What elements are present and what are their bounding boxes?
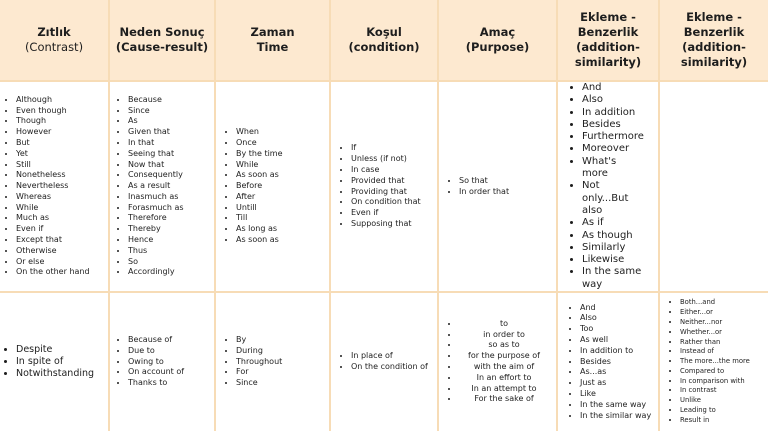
- header-time: [216, 0, 329, 80]
- list-item: • For: [236, 367, 282, 378]
- list-item: • Provided that: [351, 176, 421, 187]
- list-item: • Providing that: [351, 187, 421, 198]
- list-item: • After: [236, 192, 283, 203]
- header-title: Ekleme -: [580, 10, 636, 24]
- contrast-prepositions-cell: [0, 293, 108, 431]
- list-item: • In that: [128, 138, 184, 149]
- list-item: • In comparison with: [680, 377, 750, 387]
- list-item: • For the sake of: [459, 394, 549, 405]
- list-item: • On the other hand: [16, 267, 90, 278]
- header-subtitle: (Cause-result): [115, 40, 209, 54]
- list-item: • Not only...But also: [582, 180, 644, 217]
- list-item: • Whether...or: [680, 328, 750, 338]
- list-item: • Even if: [351, 208, 421, 219]
- list-item: • Like: [580, 389, 651, 400]
- header-subtitle: (addition-: [682, 40, 746, 54]
- list-item: • The more...the more: [680, 357, 750, 367]
- list-item: • Instead of: [680, 347, 750, 357]
- list-item: • Forasmuch as: [128, 203, 184, 214]
- list-item: • Likewise: [582, 254, 644, 266]
- list-item: • So that: [459, 176, 509, 187]
- list-item: • So: [128, 257, 184, 268]
- time-conjunctions-cell: [216, 82, 329, 291]
- header-subtitle: (Contrast): [24, 40, 84, 54]
- list-item: • Seeing that: [128, 149, 184, 160]
- header-subtitle: (addition-: [576, 40, 640, 54]
- list-item: • As though: [582, 230, 644, 242]
- column-addition-similarity-2: [660, 0, 768, 431]
- list-item: • On the condition of: [351, 362, 428, 373]
- list-item: • Both...and: [680, 298, 750, 308]
- header-addition-similarity: [558, 0, 658, 80]
- list-item: • Unlike: [680, 396, 750, 406]
- list-item: • Although: [16, 95, 90, 106]
- list-item: • Still: [16, 160, 90, 171]
- list-item: • Thus: [128, 246, 184, 257]
- list-item: • Otherwise: [16, 246, 90, 257]
- list-item: • As long as: [236, 224, 283, 235]
- header-subtitle: (condition): [348, 40, 420, 54]
- header-addition-similarity-2: [660, 0, 768, 80]
- purpose-conjunctions-list: [439, 176, 509, 198]
- time-prepositions-list: [216, 335, 282, 389]
- list-item: • Leading to: [680, 406, 750, 416]
- addition-conjunctions-list: [558, 82, 644, 291]
- condition-prepositions-cell: [331, 293, 437, 431]
- list-item: • Till: [236, 213, 283, 224]
- time-prepositions-cell: [216, 293, 329, 431]
- list-item: • Besides: [580, 357, 651, 368]
- list-item: • Much as: [16, 213, 90, 224]
- list-item: • In the same way: [582, 266, 644, 291]
- header-subtitle-line2: similarity): [574, 55, 642, 69]
- list-item: • When: [236, 127, 283, 138]
- list-item: • During: [236, 346, 282, 357]
- contrast-conjunctions-cell: [0, 82, 108, 291]
- column-purpose: [439, 0, 556, 431]
- list-item: • But: [16, 138, 90, 149]
- contrast-prepositions-list: [0, 344, 94, 381]
- list-item: • Thereby: [128, 224, 184, 235]
- list-item: • Because: [128, 95, 184, 106]
- header-purpose: [439, 0, 556, 80]
- list-item: • Untill: [236, 203, 283, 214]
- list-item: • In order that: [459, 187, 509, 198]
- header-title: Zıtlık: [37, 25, 71, 39]
- list-item: • to: [459, 319, 549, 330]
- list-item: • with the aim of: [459, 362, 549, 373]
- list-item: • so as to: [459, 340, 549, 351]
- header-subtitle: Time: [256, 40, 289, 54]
- cause-prepositions-cell: [110, 293, 214, 431]
- list-item: • Due to: [128, 346, 184, 357]
- list-item: • Even if: [16, 224, 90, 235]
- list-item: • for the purpose of: [459, 351, 549, 362]
- list-item: • Besides: [582, 119, 644, 131]
- list-item: • By: [236, 335, 282, 346]
- header-condition: [331, 0, 437, 80]
- list-item: • Also: [582, 94, 644, 106]
- list-item: • As soon as: [236, 170, 283, 181]
- header-title: Ekleme -: [686, 10, 742, 24]
- list-item: • Moreover: [582, 143, 644, 155]
- addition-conjunctions-cell: [558, 82, 658, 291]
- list-item: • Just as: [580, 378, 651, 389]
- list-item: • However: [16, 127, 90, 138]
- list-item: • Either...or: [680, 308, 750, 318]
- list-item: • Furthermore: [582, 131, 644, 143]
- list-item: • In spite of: [16, 356, 94, 368]
- list-item: • In addition to: [580, 346, 651, 357]
- list-item: • As...as: [580, 367, 651, 378]
- list-item: • Therefore: [128, 213, 184, 224]
- condition-prepositions-list: [331, 351, 428, 373]
- list-item: • Hence: [128, 235, 184, 246]
- header-title: Zaman: [250, 25, 295, 39]
- list-item: • In addition: [582, 107, 644, 119]
- header-title: Amaç: [479, 25, 516, 39]
- list-item: • Given that: [128, 127, 184, 138]
- list-item: • Thanks to: [128, 378, 184, 389]
- list-item: • On account of: [128, 367, 184, 378]
- purpose-prepositions-cell: [439, 293, 556, 431]
- column-addition-similarity: [558, 0, 658, 431]
- cause-prepositions-list: [110, 335, 184, 389]
- list-item: • In an attempt to: [459, 384, 549, 395]
- list-item: • What's more: [582, 156, 644, 181]
- condition-conjunctions-list: [331, 143, 421, 229]
- list-item: • As if: [582, 217, 644, 229]
- purpose-conjunctions-cell: [439, 82, 556, 291]
- contrast-conjunctions-list: [0, 95, 90, 279]
- list-item: • Supposing that: [351, 219, 421, 230]
- list-item: • As: [128, 116, 184, 127]
- header-contrast: [0, 0, 108, 80]
- list-item: • Though: [16, 116, 90, 127]
- list-item: • Inasmuch as: [128, 192, 184, 203]
- list-item: • Similarly: [582, 242, 644, 254]
- list-item: • Yet: [16, 149, 90, 160]
- list-item: • In place of: [351, 351, 428, 362]
- addition-prepositions-cell: [558, 293, 658, 431]
- list-item: • Whereas: [16, 192, 90, 203]
- list-item: • Rather than: [680, 338, 750, 348]
- list-item: • Also: [580, 313, 651, 324]
- list-item: • On condition that: [351, 197, 421, 208]
- list-item: • As well: [580, 335, 651, 346]
- list-item: • Even though: [16, 106, 90, 117]
- list-item: • Except that: [16, 235, 90, 246]
- list-item: • Nevertheless: [16, 181, 90, 192]
- header-title-line2: Benzerlik: [683, 25, 745, 39]
- list-item: • In an effort to: [459, 373, 549, 384]
- addition-prepositions-list: [558, 303, 651, 422]
- list-item: • Too: [580, 324, 651, 335]
- list-item: • Owing to: [128, 357, 184, 368]
- column-contrast: [0, 0, 108, 431]
- condition-conjunctions-cell: [331, 82, 437, 291]
- header-title: Neden Sonuç: [119, 25, 205, 39]
- addition2-empty-cell: [660, 82, 768, 291]
- list-item: • Compared to: [680, 367, 750, 377]
- list-item: • Once: [236, 138, 283, 149]
- list-item: • And: [582, 82, 644, 94]
- list-item: • Now that: [128, 160, 184, 171]
- addition2-prepositions-cell: [660, 293, 768, 431]
- list-item: • Despite: [16, 344, 94, 356]
- list-item: • If: [351, 143, 421, 154]
- list-item: • By the time: [236, 149, 283, 160]
- header-title-line2: Benzerlik: [577, 25, 639, 39]
- cause-conjunctions-cell: [110, 82, 214, 291]
- list-item: • In the similar way: [580, 411, 651, 422]
- header-subtitle: (Purpose): [465, 40, 530, 54]
- column-cause-result: [110, 0, 214, 431]
- header-subtitle-line2: similarity): [680, 55, 748, 69]
- column-time: [216, 0, 329, 431]
- time-conjunctions-list: [216, 127, 283, 246]
- list-item: • Neither...nor: [680, 318, 750, 328]
- list-item: • And: [580, 303, 651, 314]
- purpose-prepositions-list: [439, 319, 549, 405]
- list-item: • In contrast: [680, 386, 750, 396]
- list-item: • Since: [236, 378, 282, 389]
- list-item: • Or else: [16, 257, 90, 268]
- list-item: • Throughout: [236, 357, 282, 368]
- list-item: • in order to: [459, 330, 549, 341]
- list-item: • In the same way: [580, 400, 651, 411]
- list-item: • Before: [236, 181, 283, 192]
- list-item: • As a result: [128, 181, 184, 192]
- list-item: • Unless (if not): [351, 154, 421, 165]
- cause-conjunctions-list: [110, 95, 184, 279]
- list-item: • As soon as: [236, 235, 283, 246]
- addition2-prepositions-list: [660, 298, 750, 425]
- list-item: • In case: [351, 165, 421, 176]
- list-item: • Result in: [680, 416, 750, 426]
- header-cause-result: [110, 0, 214, 80]
- list-item: • Because of: [128, 335, 184, 346]
- list-item: • Consequently: [128, 170, 184, 181]
- column-condition: [331, 0, 437, 431]
- list-item: • Accordingly: [128, 267, 184, 278]
- list-item: • Since: [128, 106, 184, 117]
- list-item: • Notwithstanding: [16, 368, 94, 380]
- header-title: Koşul: [366, 25, 402, 39]
- list-item: • While: [236, 160, 283, 171]
- list-item: • While: [16, 203, 90, 214]
- list-item: • Nonetheless: [16, 170, 90, 181]
